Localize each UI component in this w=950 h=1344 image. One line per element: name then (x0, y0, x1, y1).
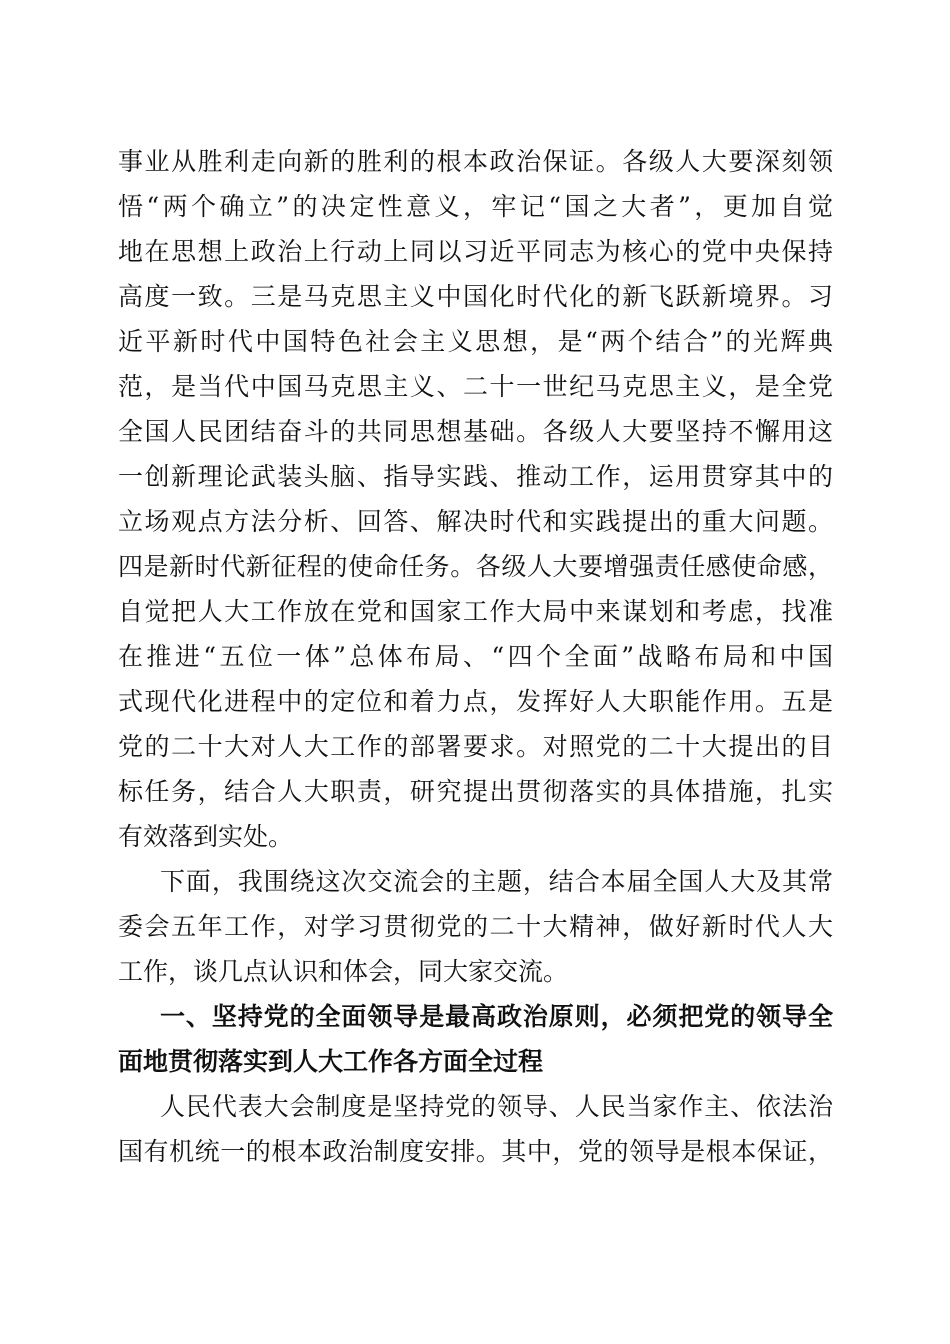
text-line: 范，是当代中国马克思主义、二十一世纪马克思主义，是全党 (118, 372, 833, 401)
text-line: 在推进“五位一体”总体布局、“四个全面”战略布局和中国 (118, 642, 833, 671)
text-line: 全国人民团结奋斗的共同思想基础。各级人大要坚持不懈用这 (118, 417, 833, 446)
text-line: 一创新理论武装头脑、指导实践、推动工作，运用贯穿其中的 (118, 462, 833, 491)
text-line: 自觉把人大工作放在党和国家工作大局中来谋划和考虑，找准 (118, 597, 833, 626)
paragraph-section-body (118, 1084, 833, 1174)
text-line: 委会五年工作，对学习贯彻党的二十大精神，做好新时代人大 (118, 912, 833, 941)
paragraph-intro (118, 859, 833, 994)
text-line: 人民代表大会制度是坚持党的领导、人民当家作主、依法治 (160, 1092, 833, 1121)
text-line: 事业从胜利走向新的胜利的根本政治保证。各级人大要深刻领 (118, 147, 833, 176)
heading-line: 一、坚持党的全面领导是最高政治原则，必须把党的领导全 (160, 1002, 833, 1031)
text-line: 立场观点方法分析、回答、解决时代和实践提出的重大问题。 (118, 507, 833, 536)
text-line: 式现代化进程中的定位和着力点，发挥好人大职能作用。五是 (118, 687, 833, 716)
text-line: 高度一致。三是马克思主义中国化时代化的新飞跃新境界。习 (118, 282, 833, 311)
text-line: 地在思想上政治上行动上同以习近平同志为核心的党中央保持 (118, 237, 833, 266)
text-line: 国有机统一的根本政治制度安排。其中，党的领导是根本保证， (118, 1137, 833, 1166)
text-line: 标任务，结合人大职责，研究提出贯彻落实的具体措施，扎实 (118, 777, 833, 806)
text-line: 悟“两个确立”的决定性意义，牢记“国之大者”，更加自觉 (118, 192, 833, 221)
text-line: 工作，谈几点认识和体会，同大家交流。 (118, 957, 569, 986)
text-line: 四是新时代新征程的使命任务。各级人大要增强责任感使命感， (118, 552, 833, 581)
text-line: 近平新时代中国特色社会主义思想，是“两个结合”的光辉典 (118, 327, 833, 356)
heading-line: 面地贯彻落实到人大工作各方面全过程 (118, 1047, 544, 1076)
section-heading (118, 994, 833, 1084)
text-line: 党的二十大对人大工作的部署要求。对照党的二十大提出的目 (118, 732, 833, 761)
document-body (118, 139, 833, 1174)
text-line: 有效落到实处。 (118, 822, 294, 851)
paragraph-continuation (118, 139, 833, 859)
text-line: 下面，我围绕这次交流会的主题，结合本届全国人大及其常 (160, 867, 833, 896)
